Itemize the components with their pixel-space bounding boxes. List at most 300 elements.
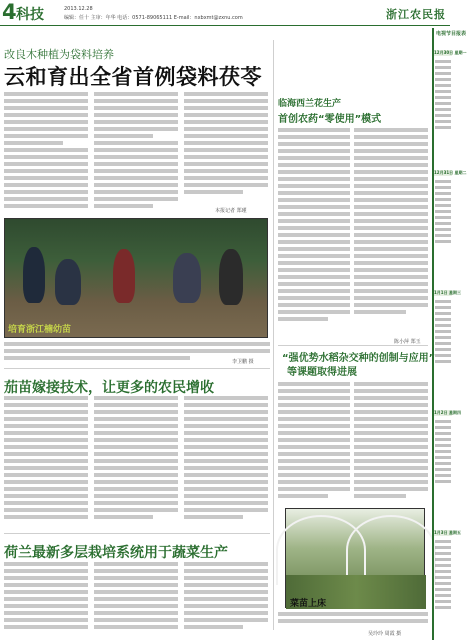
text-line	[94, 452, 178, 456]
text-line	[354, 184, 428, 188]
text-line	[278, 240, 350, 244]
text-line	[278, 396, 350, 400]
text-line	[4, 562, 88, 566]
photo-figure	[173, 253, 201, 303]
text-line	[184, 473, 268, 477]
lead-headline: 云和育出全省首例袋料茯苓	[4, 65, 262, 89]
text-line	[94, 99, 178, 103]
greenhouse-caption: 菜苗上床	[290, 599, 327, 609]
text-line	[278, 445, 350, 449]
text-line	[184, 403, 268, 407]
text-line	[4, 501, 88, 505]
text-line	[184, 396, 268, 400]
text-line	[184, 501, 268, 505]
text-line	[278, 452, 350, 456]
text-line	[184, 494, 268, 498]
text-line	[4, 480, 88, 484]
newspaper-logo: 浙江农民报	[386, 8, 446, 21]
text-line	[4, 459, 88, 463]
text-line	[4, 148, 88, 152]
text-line	[184, 466, 268, 470]
text-line	[4, 204, 88, 208]
text-line	[354, 445, 428, 449]
text-line	[354, 487, 428, 491]
text-line	[184, 445, 268, 449]
greenhouse-photo	[285, 508, 425, 608]
text-line	[354, 247, 428, 251]
text-line	[94, 590, 178, 594]
text-line	[4, 396, 88, 400]
issue-date: 2013.12.28	[64, 6, 93, 12]
section-title: 科技	[16, 7, 44, 23]
text-line	[278, 170, 350, 174]
text-line	[278, 417, 350, 421]
text-line	[354, 233, 428, 237]
text-line	[435, 60, 451, 63]
text-line	[278, 184, 350, 188]
sidebar-date: 1月3日 星期五	[434, 530, 461, 535]
text-line	[354, 275, 428, 279]
story-divider	[4, 368, 270, 369]
story2-body-col1	[4, 396, 88, 528]
text-line	[184, 410, 268, 414]
text-line	[4, 494, 88, 498]
text-line	[94, 569, 178, 573]
text-line	[184, 583, 268, 587]
text-line	[435, 228, 451, 231]
text-line	[435, 576, 451, 579]
text-line	[354, 303, 428, 307]
text-line	[354, 128, 428, 132]
text-line	[278, 480, 350, 484]
text-line	[4, 424, 88, 428]
text-line	[278, 261, 350, 265]
text-line	[184, 417, 268, 421]
text-line	[278, 494, 328, 498]
story-divider	[278, 345, 428, 346]
text-line	[435, 558, 451, 561]
text-line	[354, 261, 428, 265]
text-line	[435, 468, 451, 471]
text-line	[435, 438, 451, 441]
text-line	[94, 92, 178, 96]
text-line	[435, 102, 451, 105]
text-line	[278, 410, 350, 414]
text-line	[184, 431, 268, 435]
text-line	[435, 480, 451, 483]
text-line	[435, 606, 451, 609]
text-line	[435, 84, 451, 87]
text-line	[184, 176, 268, 180]
text-line	[94, 487, 178, 491]
text-line	[4, 162, 88, 166]
text-line	[278, 473, 350, 477]
text-line	[184, 169, 268, 173]
story-divider	[4, 533, 270, 534]
text-line	[4, 452, 88, 456]
text-line	[184, 162, 268, 166]
text-line	[435, 72, 451, 75]
text-line	[435, 354, 451, 357]
text-line	[4, 445, 88, 449]
text-line	[278, 163, 350, 167]
text-line	[278, 289, 350, 293]
text-line	[354, 480, 428, 484]
text-line	[354, 494, 406, 498]
text-line	[278, 233, 350, 237]
story3-body-col1	[4, 562, 88, 636]
text-line	[278, 198, 350, 202]
text-line	[435, 222, 451, 225]
text-line	[4, 141, 63, 145]
text-line	[354, 254, 428, 258]
text-line	[435, 198, 451, 201]
tv-listings-sidebar	[432, 28, 467, 640]
text-line	[4, 466, 88, 470]
text-line	[354, 149, 428, 153]
text-line	[184, 480, 268, 484]
page-number: 4	[2, 0, 17, 24]
text-line	[184, 611, 268, 615]
text-line	[435, 126, 451, 129]
text-line	[435, 306, 451, 309]
text-line	[435, 432, 451, 435]
text-line	[435, 312, 451, 315]
quote-story-subtitle: 等课题取得进展	[287, 367, 357, 378]
text-line	[4, 349, 270, 353]
text-line	[94, 501, 178, 505]
text-line	[278, 219, 350, 223]
lead-author: 本报记者 郑瑾	[215, 208, 247, 214]
text-line	[435, 234, 451, 237]
quote-story-title: “强优势水稻杂交种的创制与应用”	[282, 353, 436, 364]
photo-figure	[23, 247, 45, 303]
text-line	[94, 155, 178, 159]
text-line	[184, 576, 268, 580]
text-line	[278, 303, 350, 307]
text-line	[94, 473, 178, 477]
text-line	[354, 191, 428, 195]
text-line	[354, 268, 428, 272]
text-line	[4, 487, 88, 491]
text-line	[184, 141, 268, 145]
text-line	[94, 148, 178, 152]
text-line	[184, 604, 268, 608]
text-line	[354, 431, 428, 435]
text-line	[94, 106, 178, 110]
story2-body-col2	[94, 396, 178, 528]
text-line	[354, 410, 428, 414]
text-line	[184, 99, 268, 103]
story3-body-col3	[184, 562, 268, 636]
text-line	[278, 156, 350, 160]
text-line	[435, 474, 451, 477]
text-line	[278, 142, 350, 146]
text-line	[354, 212, 428, 216]
text-line	[4, 342, 270, 346]
text-line	[435, 420, 451, 423]
text-line	[94, 403, 178, 407]
text-line	[4, 417, 88, 421]
text-line	[435, 594, 451, 597]
text-line	[4, 597, 88, 601]
text-line	[354, 156, 428, 160]
text-line	[354, 417, 428, 421]
text-line	[94, 576, 178, 580]
text-line	[278, 382, 350, 386]
feature-body-col1	[278, 128, 350, 336]
text-line	[184, 113, 268, 117]
text-line	[435, 588, 451, 591]
sidebar-date: 1月1日 星期三	[434, 290, 461, 295]
text-line	[4, 127, 88, 131]
text-line	[278, 205, 350, 209]
text-line	[435, 180, 451, 183]
text-line	[94, 417, 178, 421]
text-line	[435, 348, 451, 351]
text-line	[184, 183, 268, 187]
greenhouse-credit: 吴玲玲 周霞 摄	[368, 631, 402, 637]
text-line	[354, 282, 428, 286]
text-line	[4, 120, 88, 124]
lead-kicker: 改良木种植为袋料培养	[4, 48, 114, 61]
text-line	[184, 569, 268, 573]
text-line	[184, 148, 268, 152]
text-line	[184, 134, 268, 138]
text-line	[4, 618, 88, 622]
text-line	[94, 597, 178, 601]
text-line	[435, 360, 451, 363]
text-line	[435, 564, 451, 567]
text-line	[435, 216, 451, 219]
editor-contact: 编辑：任十 主审：年华 电话：0571-89065111 E-mail：nxbxmt@zxnu.com	[64, 15, 243, 21]
text-line	[435, 336, 451, 339]
text-line	[4, 197, 88, 201]
text-line	[4, 438, 88, 442]
text-line	[278, 268, 350, 272]
text-line	[435, 426, 451, 429]
text-line	[4, 92, 88, 96]
text-line	[354, 459, 428, 463]
text-line	[354, 424, 428, 428]
text-line	[184, 487, 268, 491]
text-line	[435, 456, 451, 459]
text-line	[94, 120, 178, 124]
text-line	[354, 226, 428, 230]
greenhouse-caption-text	[278, 612, 428, 632]
text-line	[94, 410, 178, 414]
text-line	[94, 169, 178, 173]
text-line	[94, 113, 178, 117]
photo-figure	[113, 249, 135, 303]
column-divider	[273, 40, 274, 630]
sidebar-date: 12月30日 星期一	[434, 50, 467, 55]
text-line	[435, 300, 451, 303]
text-line	[435, 186, 451, 189]
text-line	[94, 438, 178, 442]
text-line	[94, 466, 178, 470]
text-line	[278, 438, 350, 442]
text-line	[4, 431, 88, 435]
text-line	[354, 135, 428, 139]
text-line	[94, 141, 178, 145]
text-line	[278, 177, 350, 181]
text-line	[278, 619, 428, 623]
text-line	[278, 128, 350, 132]
text-line	[184, 424, 268, 428]
lead-photo-caption: 培育浙江楠幼苗	[8, 325, 72, 335]
text-line	[435, 330, 451, 333]
text-line	[278, 459, 350, 463]
text-line	[184, 459, 268, 463]
text-line	[354, 396, 428, 400]
text-line	[4, 99, 88, 103]
text-line	[435, 318, 451, 321]
text-line	[435, 204, 451, 207]
text-line	[435, 324, 451, 327]
text-line	[278, 282, 350, 286]
feature-body-col2	[354, 128, 428, 336]
text-line	[278, 487, 350, 491]
text-line	[184, 92, 268, 96]
text-line	[184, 127, 268, 131]
lead-body-col3	[184, 92, 268, 216]
text-line	[4, 403, 88, 407]
text-line	[435, 120, 451, 123]
text-line	[184, 625, 243, 629]
text-line	[435, 450, 451, 453]
text-line	[94, 204, 153, 208]
text-line	[354, 142, 428, 146]
lead-body-col1	[4, 92, 88, 216]
text-line	[4, 508, 88, 512]
text-line	[4, 356, 190, 360]
text-line	[94, 197, 178, 201]
sidebar-date: 1月2日 星期四	[434, 410, 461, 415]
text-line	[4, 604, 88, 608]
text-line	[354, 382, 428, 386]
text-line	[278, 431, 350, 435]
text-line	[4, 515, 88, 519]
text-line	[278, 317, 328, 321]
text-line	[435, 600, 451, 603]
text-line	[435, 240, 451, 243]
text-line	[184, 155, 268, 159]
text-line	[354, 296, 428, 300]
text-line	[94, 618, 178, 622]
feature-title: 首创农药“零使用”模式	[278, 114, 382, 125]
text-line	[435, 114, 451, 117]
text-line	[4, 134, 88, 138]
text-line	[278, 149, 350, 153]
text-line	[94, 459, 178, 463]
text-line	[435, 570, 451, 573]
lead-body-col2	[94, 92, 178, 216]
text-line	[184, 452, 268, 456]
text-line	[4, 176, 88, 180]
text-line	[278, 275, 350, 279]
text-line	[278, 310, 350, 314]
text-line	[94, 604, 178, 608]
feature-kicker: 临海西兰花生产	[278, 99, 342, 109]
text-line	[94, 583, 178, 587]
text-line	[435, 462, 451, 465]
text-line	[435, 78, 451, 81]
text-line	[184, 597, 268, 601]
text-line	[4, 583, 88, 587]
story2-body-col3	[184, 396, 268, 528]
text-line	[354, 289, 428, 293]
text-line	[184, 508, 268, 512]
text-line	[354, 452, 428, 456]
text-line	[354, 466, 428, 470]
feature-author: 陈小萍 郑玉	[394, 339, 421, 345]
text-line	[278, 212, 350, 216]
text-line	[4, 590, 88, 594]
text-line	[94, 127, 178, 131]
text-line	[354, 240, 428, 244]
story3-title: 荷兰最新多层栽培系统用于蔬菜生产	[4, 545, 228, 561]
text-line	[435, 582, 451, 585]
text-line	[94, 183, 178, 187]
text-line	[354, 438, 428, 442]
text-line	[278, 247, 350, 251]
text-line	[435, 540, 451, 543]
text-line	[94, 190, 178, 194]
photo-caption-text	[4, 342, 270, 364]
text-line	[435, 210, 451, 213]
text-line	[94, 424, 178, 428]
photo-credit: 李卫鹏 摄	[232, 359, 254, 365]
photo-figure	[219, 249, 243, 305]
text-line	[4, 473, 88, 477]
text-line	[94, 176, 178, 180]
text-line	[94, 445, 178, 449]
text-line	[354, 473, 428, 477]
text-line	[184, 515, 243, 519]
text-line	[94, 162, 178, 166]
text-line	[354, 389, 428, 393]
text-line	[278, 403, 350, 407]
text-line	[4, 190, 88, 194]
text-line	[4, 155, 88, 159]
text-line	[94, 480, 178, 484]
text-line	[4, 611, 88, 615]
text-line	[184, 438, 268, 442]
sidebar-title: 电视节目报表	[436, 31, 467, 37]
text-line	[4, 106, 88, 110]
story3-body-col2	[94, 562, 178, 636]
sidebar-date: 12月31日 星期二	[434, 170, 467, 175]
text-line	[278, 135, 350, 139]
lead-photo	[4, 218, 268, 338]
text-line	[184, 562, 268, 566]
story2-title: 茄苗嫁接技术，让更多的农民增收	[4, 380, 214, 396]
text-line	[354, 310, 406, 314]
quote-body-col1	[278, 382, 350, 504]
text-line	[184, 590, 268, 594]
text-line	[4, 625, 88, 629]
text-line	[278, 389, 350, 393]
quote-body-col2	[354, 382, 428, 504]
text-line	[184, 120, 268, 124]
page-header	[0, 0, 450, 26]
text-line	[354, 205, 428, 209]
text-line	[4, 169, 88, 173]
text-line	[94, 134, 153, 138]
text-line	[94, 562, 178, 566]
text-line	[278, 466, 350, 470]
